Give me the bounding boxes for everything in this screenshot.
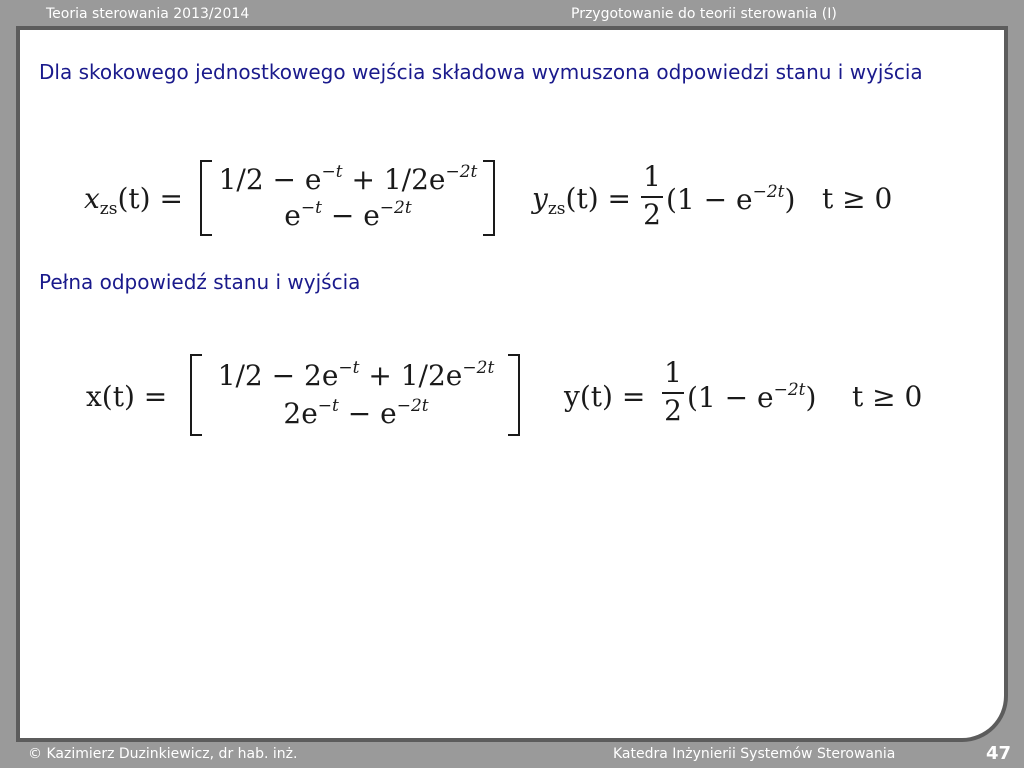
matrix-xzs (200, 160, 495, 236)
department-name: Katedra Inżynierii Systemów Sterowania (613, 746, 896, 762)
equation-yzs-lhs: $y_{zs}(t)$ = (532, 182, 631, 219)
author-credit: © Kazimierz Duzinkiewicz, dr hab. inż. (28, 746, 298, 762)
equation-xzs-lhs: $x_{zs}(t)$ = (84, 182, 183, 219)
page-number: 47 (986, 743, 1012, 764)
course-title: Teoria sterowania 2013/2014 (46, 6, 250, 22)
slide-content (20, 30, 1004, 738)
slide-footer (0, 742, 1024, 768)
fraction-one-half-2: 1 2 (662, 356, 684, 432)
topic-title: Przygotowanie do teorii sterowania (I) (571, 6, 837, 22)
matrix-x-row2: $2e^{-t} - e^{-2t}$ (283, 396, 429, 430)
matrix-x (190, 354, 520, 436)
condition-1: t ≥ 0 (822, 182, 893, 215)
equation-y-rhs: $(1 - e^{-2t})$ (687, 380, 817, 414)
equation-yzs-rhs: $(1 - e^{-2t})$ (666, 182, 796, 216)
matrix-xzs-row2: $e^{-t} - e^{-2t}$ (284, 198, 412, 232)
fraction-one-half-1: 1 2 (641, 160, 663, 236)
heading-forced-response: Dla skokowego jednostkowego wejścia składowa wymuszona odpowiedzi stanu i wyjścia (39, 60, 923, 84)
equation-y-lhs: y(t) = (564, 380, 646, 413)
matrix-x-row1: $1/2 - 2e^{-t} + 1/2e^{-2t}$ (217, 358, 495, 392)
heading-full-response: Pełna odpowiedź stanu i wyjścia (39, 270, 361, 294)
condition-2: t ≥ 0 (852, 380, 923, 413)
slide-header (0, 0, 1024, 28)
equation-x-lhs: x(t) = (86, 380, 168, 413)
matrix-xzs-row1: $1/2 - e^{-t} + 1/2e^{-2t}$ (218, 162, 478, 196)
